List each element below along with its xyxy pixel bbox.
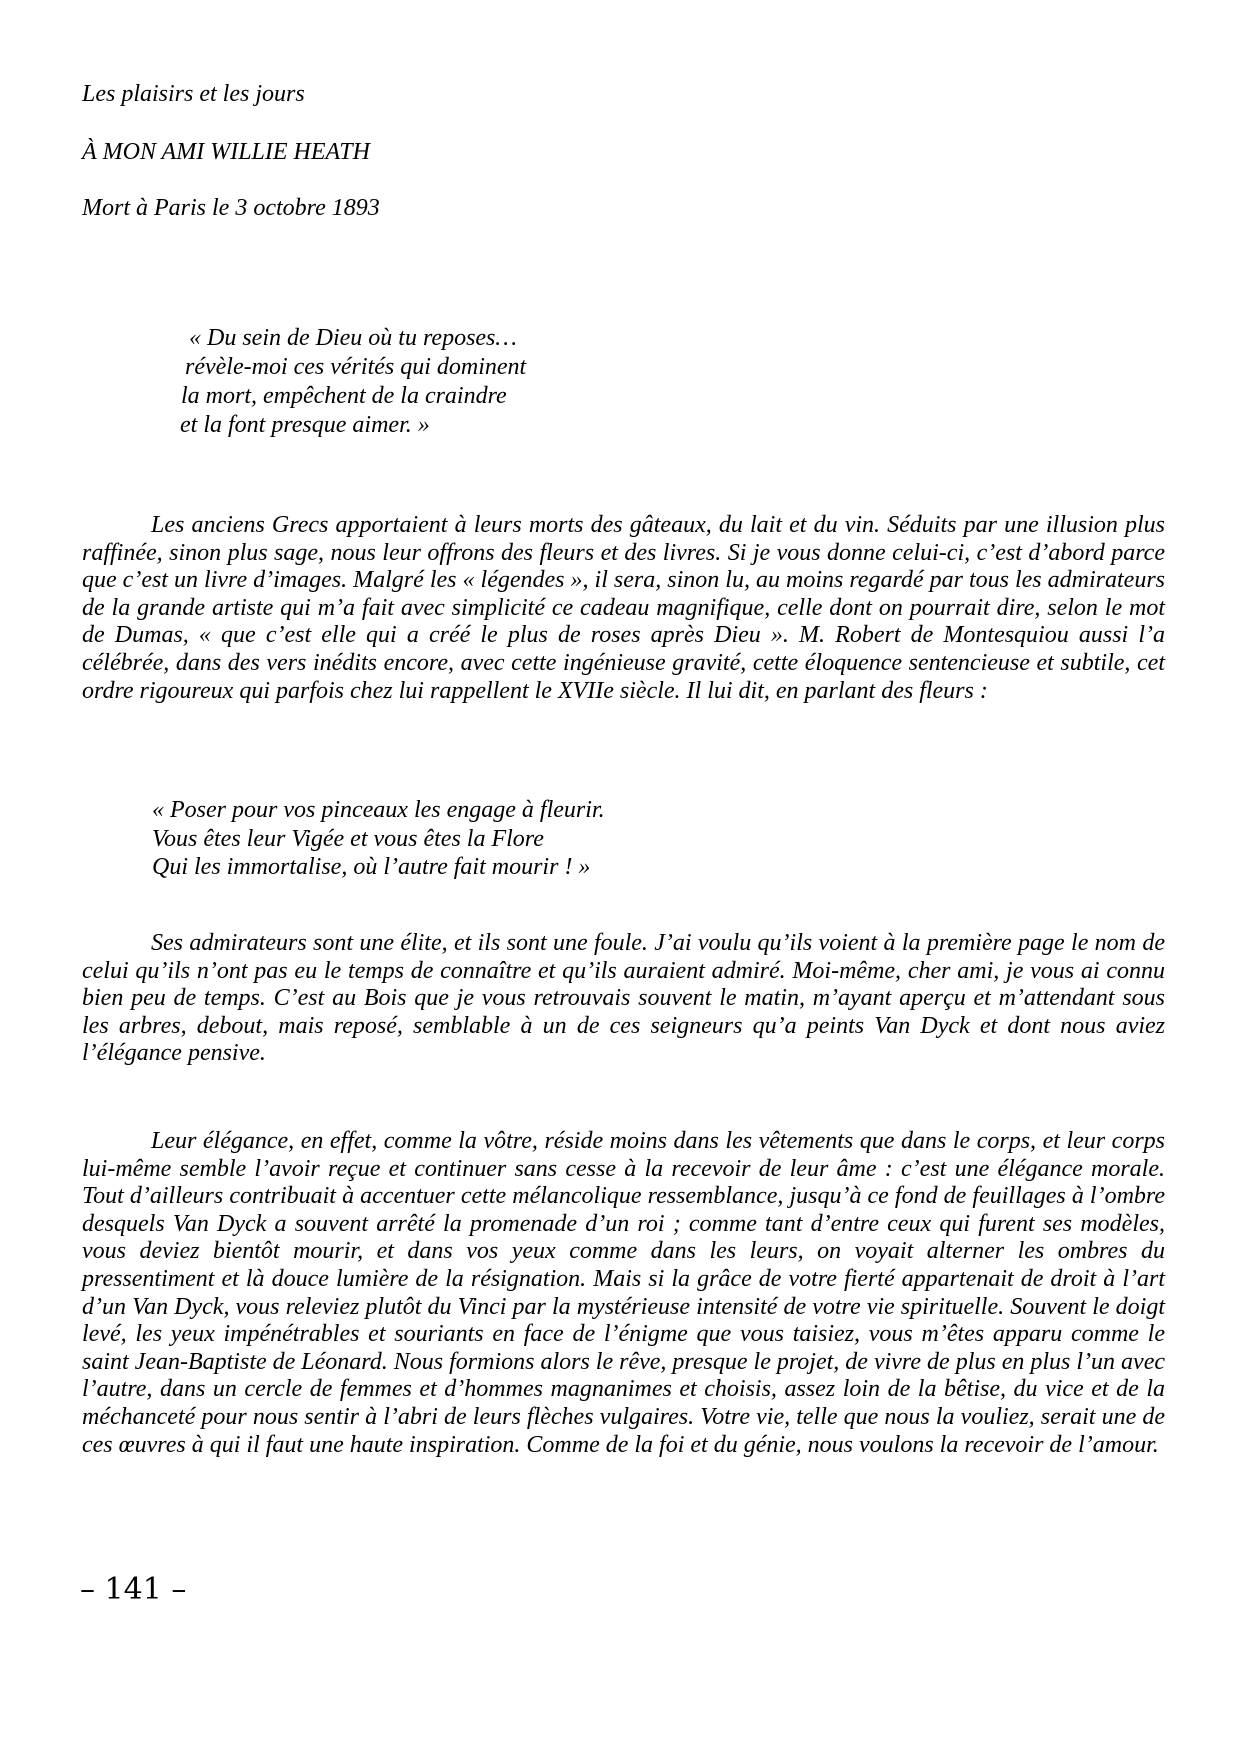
death-note: Mort à Paris le 3 octobre 1893 bbox=[82, 195, 380, 221]
verse-line: Qui les immortalise, où l’autre fait mourir ! » bbox=[152, 854, 591, 880]
work-title: Les plaisirs et les jours bbox=[82, 81, 305, 107]
body-paragraph: Ses admirateurs sont une élite, et ils sont une foule. J’ai voulu qu’ils voient à la première page le nom de celui qu’ils n’ont pas eu le temps de connaître et qu’ils auraient admiré. Moi-même, cher ami, je vous ai connu bien peu de temps. C’est au Bois que je vous retrouvais souvent le matin, m’ayant aperçu et m’attendant sous les arbres, debout, mais reposé, semblable à un de ces seigneurs qu’a peints Van Dyck et dont nous aviez l’élégance pensive. bbox=[82, 930, 1165, 1067]
body-paragraph: Les anciens Grecs apportaient à leurs morts des gâteaux, du lait et du vin. Séduits par une illusion plus raffinée, sinon plus sage, nous leur offrons des fleurs et des livres. Si je vous donne celui-ci, c’est d’abord parce que c’est un livre d’images. Malgré les « légendes », il sera, sinon lu, au moins regardé par tous les admirateurs de la grande artiste qui m’a fait avec simplicité ce cadeau magnifique, celle dont on pourrait dire, selon le mot de Dumas, « que c’est elle qui a créé le plus de roses après Dieu ». M. Robert de Montesquiou aussi l’a célébrée, dans des vers inédits encore, avec cette ingénieuse gravité, cette éloquence sentencieuse et subtile, cet ordre rigoureux qui parfois chez lui rappellent le XVIIe siècle. Il lui dit, en parlant des fleurs : bbox=[82, 512, 1165, 704]
epigraph-line: révèle-moi ces vérités qui dominent bbox=[185, 354, 527, 380]
epigraph-quote bbox=[180, 324, 600, 440]
dedication: À MON AMI WILLIE HEATH bbox=[82, 139, 370, 165]
epigraph-line: et la font presque aimer. » bbox=[180, 412, 430, 438]
epigraph-line: « Du sein de Dieu où tu reposes… bbox=[189, 325, 517, 351]
verse-line: Vous êtes leur Vigée et vous êtes la Flore bbox=[152, 825, 544, 852]
verse-line: « Poser pour vos pinceaux les engage à fleurir. bbox=[152, 797, 605, 823]
body-paragraph: Leur élégance, en effet, comme la vôtre, réside moins dans les vêtements que dans le corps, et leur corps lui-même semble l’avoir reçue et continuer sans cesse à la recevoir de leur âme : c’est une élégance morale. Tout d’ailleurs contribuait à accentuer cette mélancolique ressemblance, jusqu’à ce fond de feuillages à l’ombre desquels Van Dyck a souvent arrêté la promenade d’un roi ; comme tant d’entre ceux qui furent ses modèles, vous deviez bientôt mourir, et dans vos yeux comme dans les leurs, on voyait alterner les ombres du pressentiment et là douce lumière de la résignation. Mais si la grâce de votre fierté appartenait de droit à l’art d’un Van Dyck, vous releviez plutôt du Vinci par la mystérieuse intensité de votre vie spirituelle. Souvent le doigt levé, les yeux impénétrables et souriants en face de l’énigme que vous taisiez, vous m’êtes apparu comme le saint Jean-Baptiste de Léonard. Nous formions alors le rêve, presque le projet, de vivre de plus en plus l’un avec l’autre, dans un cercle de femmes et d’hommes magnanimes et choisis, assez loin de la bêtise, du vice et de la méchanceté pour nous sentir à l’abri de leurs flèches vulgaires. Votre vie, telle que nous la vouliez, serait une de ces œuvres à qui il faut une haute inspiration. Comme de la foi et du génie, nous voulons la recevoir de l’amour. bbox=[82, 1128, 1165, 1458]
page-number: – 141 – bbox=[80, 1572, 187, 1607]
epigraph-line: la mort, empêchent de la craindre bbox=[181, 383, 507, 409]
verse-quote bbox=[152, 796, 852, 882]
